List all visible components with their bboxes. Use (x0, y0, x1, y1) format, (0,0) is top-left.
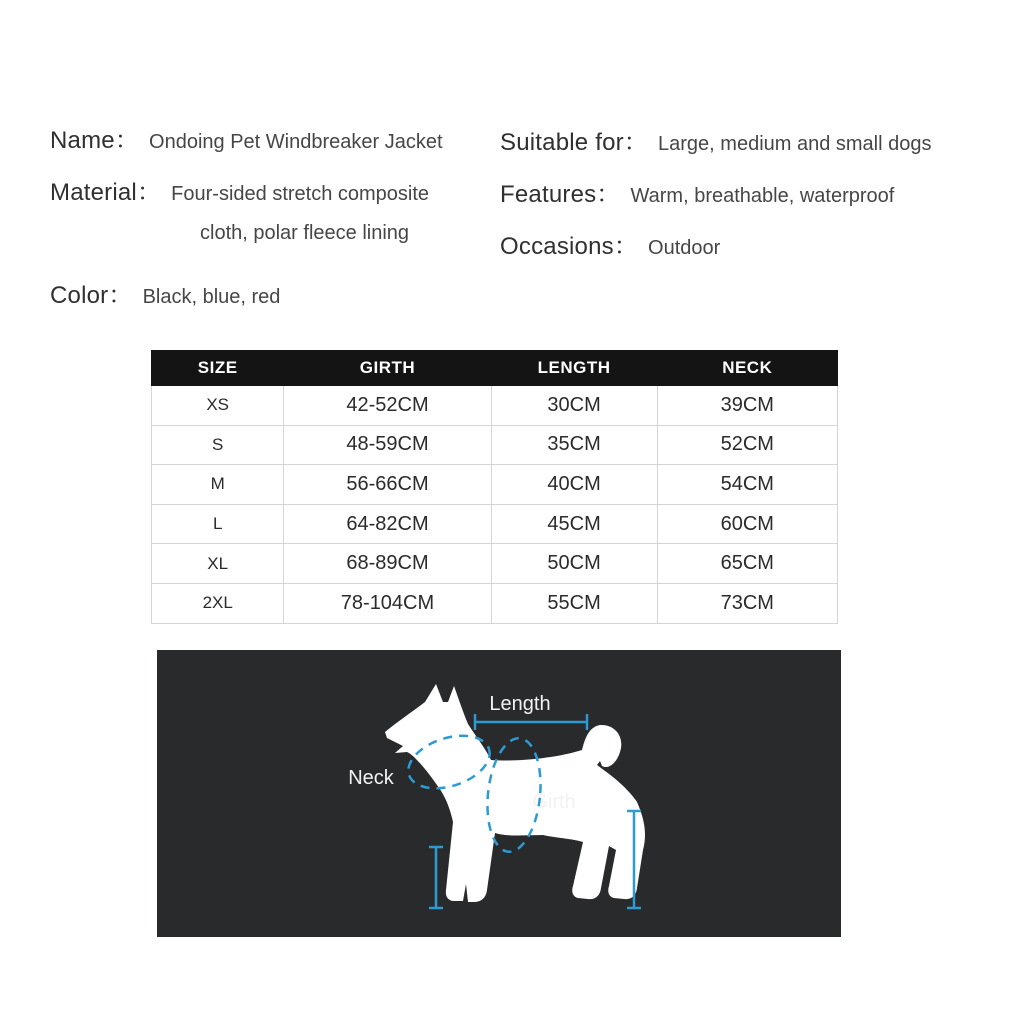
cell-length: 45CM (491, 504, 657, 544)
cell-girth: 48-59CM (284, 425, 491, 465)
name-value: Ondoing Pet Windbreaker Jacket (149, 131, 443, 153)
header-size: SIZE (152, 351, 284, 386)
size-chart-row (152, 583, 838, 623)
cell-size: L (152, 504, 284, 544)
neck-label: Neck (348, 767, 394, 789)
features-line (500, 174, 894, 209)
color-value: Black, blue, red (142, 286, 281, 308)
cell-neck: 65CM (657, 544, 837, 584)
cell-neck: 60CM (657, 504, 837, 544)
occasions-line (500, 226, 720, 261)
product-name-line (50, 120, 443, 155)
cell-length: 40CM (491, 465, 657, 505)
cell-girth: 68-89CM (284, 544, 491, 584)
cell-neck: 39CM (657, 386, 837, 426)
size-chart (151, 350, 838, 624)
cell-neck: 73CM (657, 583, 837, 623)
occasions-value: Outdoor (648, 237, 721, 259)
cell-length: 55CM (491, 583, 657, 623)
cell-size: XS (152, 386, 284, 426)
length-arrow (475, 714, 587, 730)
header-length: LENGTH (491, 351, 657, 386)
cell-size: XL (152, 544, 284, 584)
cell-girth: 42-52CM (284, 386, 491, 426)
features-label: Features： (500, 181, 621, 208)
cell-neck: 52CM (657, 425, 837, 465)
size-chart-row (152, 504, 838, 544)
size-chart-row (152, 386, 838, 426)
cell-girth: 64-82CM (284, 504, 491, 544)
features-value: Warm, breathable, waterproof (630, 185, 895, 207)
front-leg-height-line (429, 847, 443, 908)
material-label: Material： (50, 179, 162, 206)
cell-girth: 78-104CM (284, 583, 491, 623)
dog-measurement-svg (157, 650, 841, 937)
suitable-for-label: Suitable for： (500, 129, 649, 156)
size-chart-row (152, 465, 838, 505)
product-color-line (50, 275, 280, 310)
material-value: Four-sided stretch composite (171, 183, 430, 205)
suitable-for-line (500, 122, 932, 157)
color-label: Color： (50, 282, 133, 309)
length-label: Length (489, 693, 551, 715)
cell-size: S (152, 425, 284, 465)
cell-length: 50CM (491, 544, 657, 584)
cell-length: 30CM (491, 386, 657, 426)
name-label: Name： (50, 127, 140, 154)
size-chart-header-row (152, 351, 838, 386)
size-chart-row (152, 425, 838, 465)
material-value-line2: cloth, polar fleece lining (200, 222, 410, 244)
cell-length: 35CM (491, 425, 657, 465)
suitable-for-value: Large, medium and small dogs (658, 133, 932, 155)
product-material-line (50, 172, 429, 207)
cell-girth: 56-66CM (284, 465, 491, 505)
cell-size: 2XL (152, 583, 284, 623)
dog-silhouette (385, 684, 645, 902)
measurement-diagram (157, 650, 841, 937)
occasions-label: Occasions： (500, 233, 639, 260)
header-neck: NECK (657, 351, 837, 386)
header-girth: GIRTH (284, 351, 491, 386)
size-chart-row (152, 544, 838, 584)
cell-size: M (152, 465, 284, 505)
cell-neck: 54CM (657, 465, 837, 505)
girth-label: Girth (532, 791, 576, 813)
